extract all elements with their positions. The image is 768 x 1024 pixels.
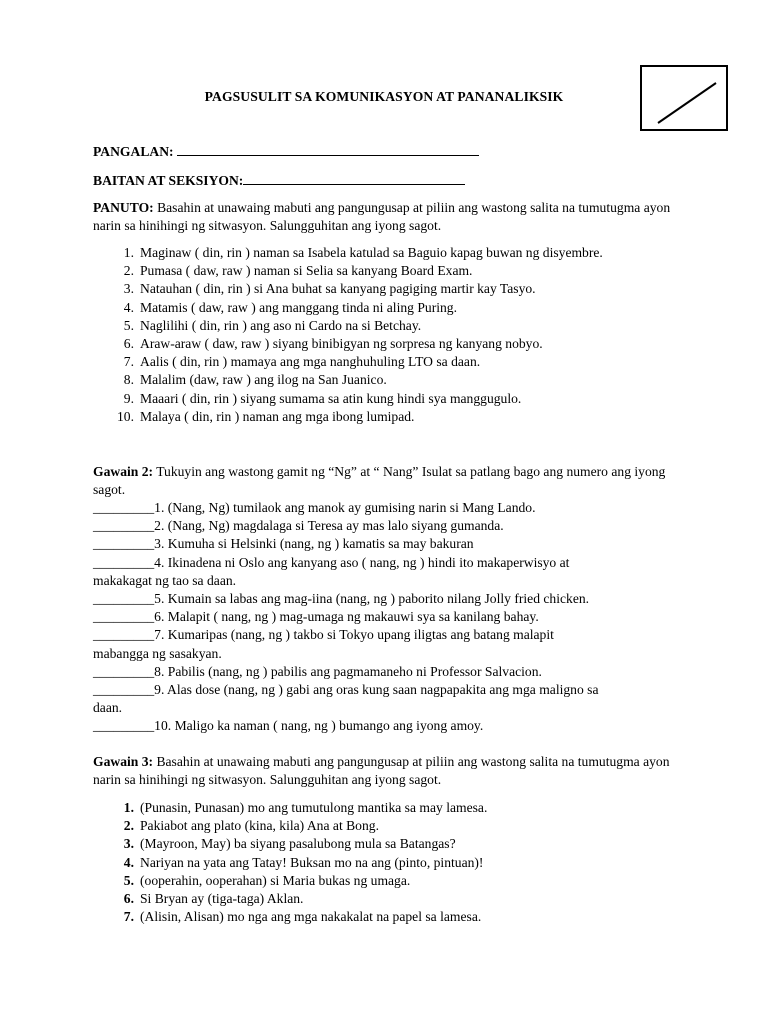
gawain2-line: _________7. Kumaripas (nang, ng ) takbo si Tokyo upang iligtas ang batang malapit xyxy=(93,627,554,643)
panuto-paragraph xyxy=(93,199,683,235)
item-text: (Alisin, Alisan) mo nga ang mga nakakalat na papel sa lamesa. xyxy=(140,909,482,925)
item-text: Maaari ( din, rin ) siyang sumama sa atin kung hindi sya manggugulo. xyxy=(140,390,522,406)
gawain2-instructions xyxy=(93,463,683,499)
section-field xyxy=(93,172,465,189)
gawain2-line: daan. xyxy=(93,700,123,716)
item-number: 3. xyxy=(123,836,134,852)
item-number: 7. xyxy=(123,909,134,925)
gawain3-text: Basahin at unawaing mabuti ang pangungusap at piliin ang wastong salita na tumutugma ayon narin sa hinihingi ng sitwasyon. Salungguhitan ang iyong sagot. xyxy=(93,754,670,787)
page-title: PAGSUSULIT SA KOMUNIKASYON AT PANANALIKSIK xyxy=(204,89,564,104)
item-number: 6. xyxy=(123,335,134,351)
gawain2-line: _________3. Kumuha si Helsinki (nang, ng ) kamatis sa may bakuran xyxy=(93,536,474,552)
gawain2-line: _________6. Malapit ( nang, ng ) mag-umaga ng makauwi sya sa kanilang bahay. xyxy=(93,609,539,625)
item-text: Natauhan ( din, rin ) si Ana buhat sa kanyang pagiging martir kay Tasyo. xyxy=(140,281,536,297)
item-number: 5. xyxy=(123,872,134,888)
item-text: Malalim (daw, raw ) ang ilog na San Juanico. xyxy=(140,372,387,388)
item-text: Pakiabot ang plato (kina, kila) Ana at Bong. xyxy=(140,818,379,834)
section-label: BAITAN AT SEKSIYON: xyxy=(93,173,244,188)
gawain3-instructions xyxy=(93,753,683,789)
gawain2-line: _________9. Alas dose (nang, ng ) gabi ang oras kung saan nagpapakita ang mga maligno sa xyxy=(93,682,599,698)
item-number: 4. xyxy=(123,299,134,315)
gawain2-line: makakagat ng tao sa daan. xyxy=(93,572,237,588)
item-number: 8. xyxy=(123,372,134,388)
item-text: Naglilihi ( din, rin ) ang aso ni Cardo na si Betchay. xyxy=(140,317,422,333)
item-text: Pumasa ( daw, raw ) naman si Selia sa kanyang Board Exam. xyxy=(140,263,473,279)
gawain2-line: _________4. Ikinadena ni Oslo ang kanyang aso ( nang, ng ) hindi ito makaperwisyo at xyxy=(93,554,570,570)
gawain2-line: _________8. Pabilis (nang, ng ) pabilis ang pagmamaneho ni Professor Salvacion. xyxy=(93,663,542,679)
section-blank[interactable] xyxy=(243,172,465,185)
gawain2-label: Gawain 2: xyxy=(93,464,154,479)
item-number: 2. xyxy=(123,818,134,834)
gawain2-line: _________10. Maligo ka naman ( nang, ng ) bumango ang iyong amoy. xyxy=(93,718,484,734)
item-text: Aalis ( din, rin ) mamaya ang mga nanghuhuling LTO sa daan. xyxy=(140,354,481,370)
gawain2-line: _________2. (Nang, Ng) magdalaga si Teresa ay mas lalo siyang gumanda. xyxy=(93,518,504,534)
item-number: 1. xyxy=(123,800,134,815)
score-slash xyxy=(642,67,728,131)
item-number: 1. xyxy=(123,245,134,260)
item-text: (Punasin, Punasan) mo ang tumutulong mantika sa may lamesa. xyxy=(140,800,488,815)
panuto-label: PANUTO: xyxy=(93,200,154,215)
item-number: 3. xyxy=(123,281,134,297)
item-text: Si Bryan ay (tiga-taga) Aklan. xyxy=(140,890,304,906)
panuto-text: Basahin at unawaing mabuti ang pangungusap at piliin ang wastong salita na tumutugma ayon narin sa hinihingi ng sitwasyon. Salungguhitan ang iyong sagot. xyxy=(93,200,671,233)
gawain2-text: Tukuyin ang wastong gamit ng “Ng” at “ Nang” Isulat sa patlang bago ang numero ang iyong sagot. xyxy=(93,464,666,497)
gawain2-line: mabangga ng sasakyan. xyxy=(93,645,222,661)
item-text: Malaya ( din, rin ) naman ang mga ibong lumipad. xyxy=(140,408,415,424)
item-number: 10. xyxy=(117,408,134,424)
item-text: (Mayroon, May) ba siyang pasalubong mula sa Batangas? xyxy=(140,836,456,852)
item-text: Araw-araw ( daw, raw ) siyang binibigyan ng sorpresa ng kanyang nobyo. xyxy=(140,335,543,351)
item-number: 2. xyxy=(123,263,134,279)
gawain2-line: _________1. (Nang, Ng) tumilaok ang manok ay gumising narin si Mang Lando. xyxy=(93,500,536,515)
item-number: 9. xyxy=(123,390,134,406)
gawain3-label: Gawain 3: xyxy=(93,754,154,769)
gawain2-items xyxy=(93,499,599,736)
item-number: 5. xyxy=(123,317,134,333)
item-number: 6. xyxy=(123,890,134,906)
gawain2-line: _________5. Kumain sa labas ang mag-iina (nang, ng ) paborito nilang Jolly fried chicken. xyxy=(93,591,590,607)
item-text: (ooperahin, ooperahan) si Maria bukas ng umaga. xyxy=(140,872,411,888)
item-text: Maginaw ( din, rin ) naman sa Isabela katulad sa Baguio kapag buwan ng disyembre. xyxy=(140,245,603,260)
name-label: PANGALAN: xyxy=(93,144,174,159)
score-box xyxy=(640,65,728,131)
item-text: Matamis ( daw, raw ) ang manggang tinda ni aling Puring. xyxy=(140,299,457,315)
item-number: 7. xyxy=(123,354,134,370)
item-text: Nariyan na yata ang Tatay! Buksan mo na ang (pinto, pintuan)! xyxy=(140,854,484,870)
item-number: 4. xyxy=(123,854,134,870)
name-blank[interactable] xyxy=(177,143,479,156)
name-field xyxy=(93,143,479,160)
